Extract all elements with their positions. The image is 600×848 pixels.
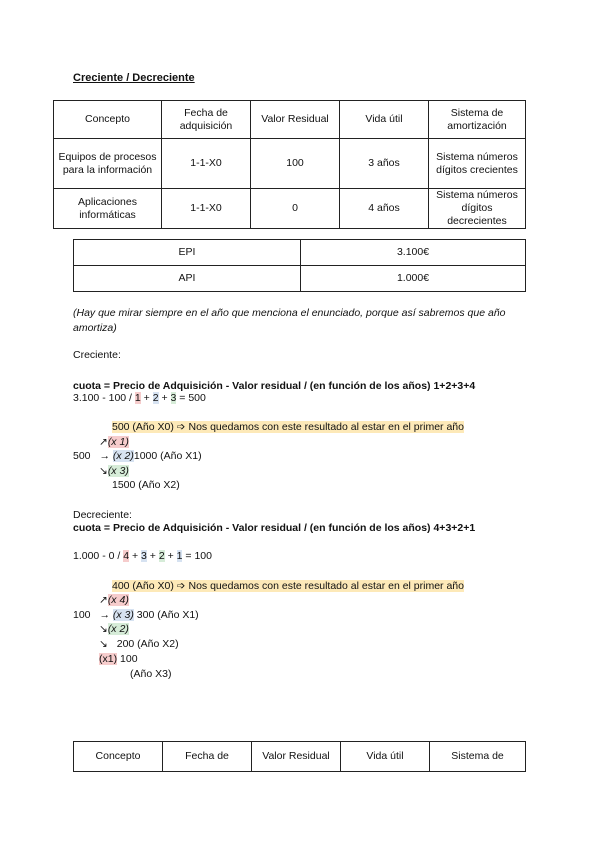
header-vida-util: Vida útil [340, 101, 429, 139]
header-concepto: Concepto [74, 742, 163, 772]
calc-plus: + [146, 550, 159, 562]
mult-x4: (x 4) [107, 594, 129, 606]
cell-concepto: Aplicaciones informáticas [54, 189, 162, 229]
decreciente-branch-up [99, 594, 129, 606]
arrow-down-icon: ↘ [99, 623, 108, 635]
calc-prefix: 3.100 - 100 / [73, 392, 135, 404]
cell-label: EPI [74, 240, 301, 266]
cell-vida-util: 4 años [340, 189, 429, 229]
decreciente-x0-line: 400 (Año X0) ➩ Nos quedamos con este resultado al estar en el primer año [112, 580, 464, 592]
cell-label: API [74, 266, 301, 292]
cell-vida-util: 3 años [340, 139, 429, 189]
header-valor-residual: Valor Residual [251, 101, 340, 139]
header-sistema: Sistema de [430, 742, 526, 772]
arrow-down-icon: ↘ [99, 465, 108, 477]
header-fecha: Fecha de adquisición [162, 101, 251, 139]
cell-sistema: Sistema números dígitos decrecientes [429, 189, 526, 229]
calc-n1: 1 [176, 550, 183, 562]
calc-n3: 3 [141, 550, 147, 562]
calc-prefix: 1.000 - 0 / [73, 550, 124, 562]
arrow-right-icon: → [99, 609, 110, 621]
table-row [74, 266, 526, 292]
page-title: Creciente / Decreciente [73, 72, 195, 84]
calc-result: = 500 [176, 392, 206, 404]
decreciente-x1-line: 300 (Año X1) [136, 609, 199, 621]
cell-valor-residual: 100 [251, 139, 340, 189]
creciente-x0-line: 500 (Año X0) ➩ Nos quedamos con este resultado al estar en el primer año [112, 421, 464, 433]
cell-fecha: 1-1-X0 [162, 189, 251, 229]
calc-plus: + [158, 392, 171, 404]
mult-x1: (x 1) [107, 436, 129, 448]
creciente-branch-down [99, 465, 129, 477]
header-concepto: Concepto [54, 101, 162, 139]
mult-x2: (x 2) [112, 450, 134, 462]
calc-plus: + [140, 392, 153, 404]
arrow-down-icon: ↘ [99, 638, 108, 650]
creciente-x2-line: 1500 (Año X2) [112, 479, 180, 491]
table-header-row [54, 101, 526, 139]
calc-n3: 3 [170, 392, 177, 404]
creciente-calculation [73, 392, 206, 404]
note-text: (Hay que mirar siempre en el año que menciona el enunciado, porque así sabremos que año amortiza) [73, 307, 506, 334]
mult-x3: (x 3) [112, 609, 134, 621]
header-vida-util: Vida útil [341, 742, 430, 772]
decreciente-x3-label: (Año X3) [130, 668, 172, 680]
creciente-branch-up [99, 436, 129, 448]
decreciente-x3-line [99, 653, 138, 665]
arrow-up-icon: ↗ [99, 436, 108, 448]
decreciente-heading: Decreciente: [73, 509, 132, 521]
x3-value: 100 [120, 653, 138, 665]
decreciente-branch-down2 [99, 638, 179, 650]
creciente-branch-mid [73, 450, 202, 462]
table-row [74, 240, 526, 266]
calc-result: = 100 [182, 550, 212, 562]
creciente-formula: cuota = Precio de Adquisición - Valor residual / (en función de los años) 1+2+3+4 [73, 380, 476, 392]
assets-table [53, 100, 526, 229]
decreciente-branch-down [99, 623, 129, 635]
calc-plus: + [164, 550, 177, 562]
decreciente-calculation [73, 550, 212, 562]
header-fecha: Fecha de [163, 742, 252, 772]
cell-valor-residual: 0 [251, 189, 340, 229]
arrow-right-icon: → [99, 450, 110, 462]
calc-n4: 4 [123, 550, 130, 562]
header-sistema: Sistema de amortización [429, 101, 526, 139]
cell-value: 1.000€ [301, 266, 526, 292]
base-value: 100 [73, 609, 91, 621]
arrow-up-icon: ↗ [99, 594, 108, 606]
header-valor-residual: Valor Residual [252, 742, 341, 772]
decreciente-branch-mid [73, 609, 199, 621]
decreciente-formula: cuota = Precio de Adquisición - Valor residual / (en función de los años) 4+3+2+1 [73, 522, 476, 534]
table-row [54, 139, 526, 189]
decreciente-x2-line: 200 (Año X2) [116, 638, 179, 650]
summary-table [73, 239, 526, 292]
cell-fecha: 1-1-X0 [162, 139, 251, 189]
calc-n2: 2 [152, 392, 159, 404]
calc-n1: 1 [134, 392, 141, 404]
table-row [54, 189, 526, 229]
mult-x3: (x 3) [107, 465, 129, 477]
calc-plus: + [129, 550, 142, 562]
cell-value: 3.100€ [301, 240, 526, 266]
base-value: 500 [73, 450, 91, 462]
cell-concepto: Equipos de procesos para la información [54, 139, 162, 189]
mult-x2: (x 2) [107, 623, 129, 635]
creciente-x1-line: 1000 (Año X1) [133, 450, 202, 462]
assets-table-continued [73, 741, 526, 772]
mult-x1: (x1) [99, 653, 118, 665]
creciente-heading: Creciente: [73, 349, 121, 361]
cell-sistema: Sistema números dígitos crecientes [429, 139, 526, 189]
table-header-row [74, 742, 526, 772]
calc-n2: 2 [158, 550, 165, 562]
